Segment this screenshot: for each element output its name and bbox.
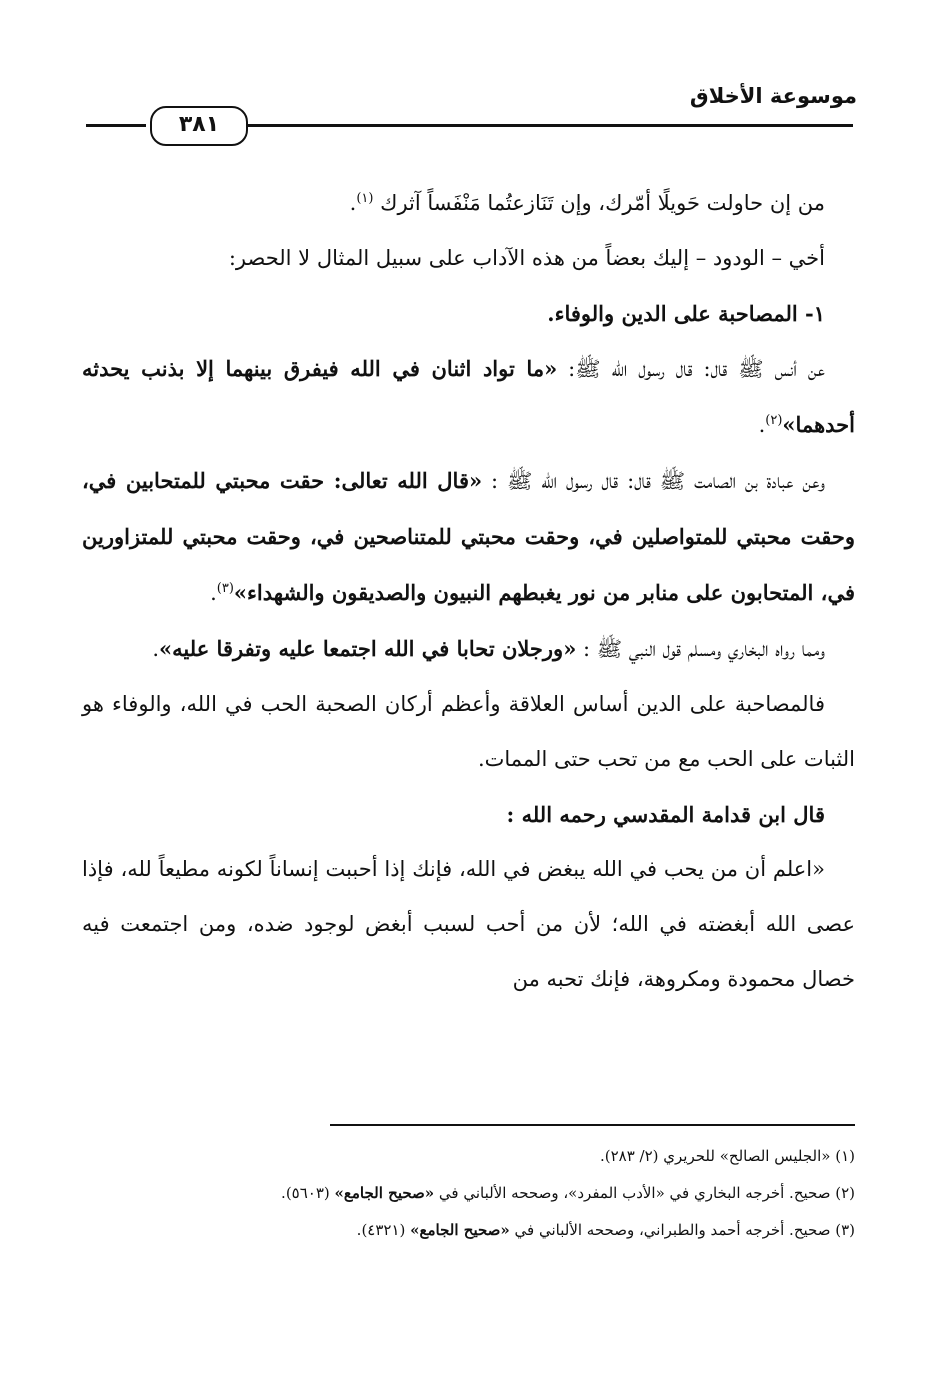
hadith-quote-3: «ورجلان تحابا في الله اجتمعا عليه وتفرقا عليه»: [159, 636, 577, 661]
paragraph-1-end: .: [349, 191, 357, 215]
hadith-quote-1: «ما تواد اثنان في الله فيفرق بينهما إلا بذنب يحدثه أحدهما»: [82, 356, 855, 437]
footnote-ref-1: (١): [356, 191, 374, 206]
footnote-ref-2: (٢): [765, 413, 783, 428]
paragraph-4-end: .: [210, 581, 217, 605]
footnotes: [82, 1138, 855, 1249]
paragraph-8: «اعلم أن من يحب في الله يبغض في الله، فإنك إذا أحببت إنساناً لكونه مطيعاً لله، فإذا عصى الله أبغضته في الله؛ لأن من أحب لسبب أبغض لوجود ضده، ومن اجتمعت فيه خصال محمودة ومكروهة، فإنك تحبه من: [82, 857, 855, 991]
footnote-2-text: (٢) صحيح. أخرجه البخاري في «الأدب المفرد»، وصححه الألباني في: [434, 1184, 855, 1202]
footnote-3: [82, 1212, 855, 1249]
footnote-1: (١) «الجليس الصالح» للحريري (٢/ ٢٨٣).: [599, 1147, 855, 1165]
footnote-separator: [330, 1124, 855, 1126]
page-number: ٣٨١: [150, 106, 248, 146]
paragraph-5-end: .: [152, 637, 160, 661]
footnote-2-source: «صحيح الجامع»: [334, 1184, 435, 1202]
footnote-2: [82, 1175, 855, 1212]
footnote-3-number: (٤٣٢١).: [356, 1221, 411, 1239]
paragraph-1-text: من إن حاولت حَويلًا أمّرك، وإن تَنَازعتُما مَنْفَساً آثرك: [380, 191, 825, 215]
paragraph-3-intro: عن أنس ﷺ قال: قال رسول الله ﷺ:: [557, 357, 825, 381]
paragraph-3-end: .: [758, 413, 766, 437]
hadith-quote-2: «قال الله تعالى: حقت محبتي للمتحابين في، وحقت محبتي للمتواصلين في، وحقت محبتي للمتناصحين في، وحقت محبتي للمتزاورين في، المتحابون على منابر من نور يغبطهم النبيون والصديقون والشهداء»: [82, 468, 855, 605]
paragraph-4-intro: وعن عبادة بن الصامت ﷺ قال: قال رسول الله ﷺ :: [482, 469, 825, 493]
footnote-ref-3: (٣): [216, 581, 234, 596]
paragraph-3: [82, 341, 855, 453]
paragraph-5: [82, 621, 855, 677]
paragraph-2: أخي – الودود – إليك بعضاً من هذه الآداب على سبيل المثال لا الحصر:: [228, 246, 825, 270]
quote-attribution: قال ابن قدامة المقدسي رحمه الله :: [506, 802, 825, 827]
paragraph-1: [82, 176, 855, 231]
running-header-title: موسوعة الأخلاق: [689, 84, 857, 108]
footnote-2-number: (٥٦٠٣).: [281, 1184, 335, 1202]
paragraph-4: [82, 453, 855, 621]
footnote-3-source: «صحيح الجامع»: [410, 1221, 510, 1239]
header-rule-left: [86, 124, 146, 127]
footnote-3-text: (٣) صحيح. أخرجه أحمد والطبراني، وصححه الألباني في: [509, 1221, 855, 1239]
body-text: [82, 176, 855, 1007]
header-rule: [248, 124, 853, 127]
paragraph-6: فالمصاحبة على الدين أساس العلاقة وأعظم أركان الصحبة الحب في الله، والوفاء هو الثبات على الحب مع من تحب حتى الممات.: [82, 692, 855, 771]
section-heading-1: ١- المصاحبة على الدين والوفاء.: [547, 301, 825, 326]
paragraph-5-intro: ومما رواه البخاري ومسلم قول النبي ﷺ :: [576, 637, 825, 661]
